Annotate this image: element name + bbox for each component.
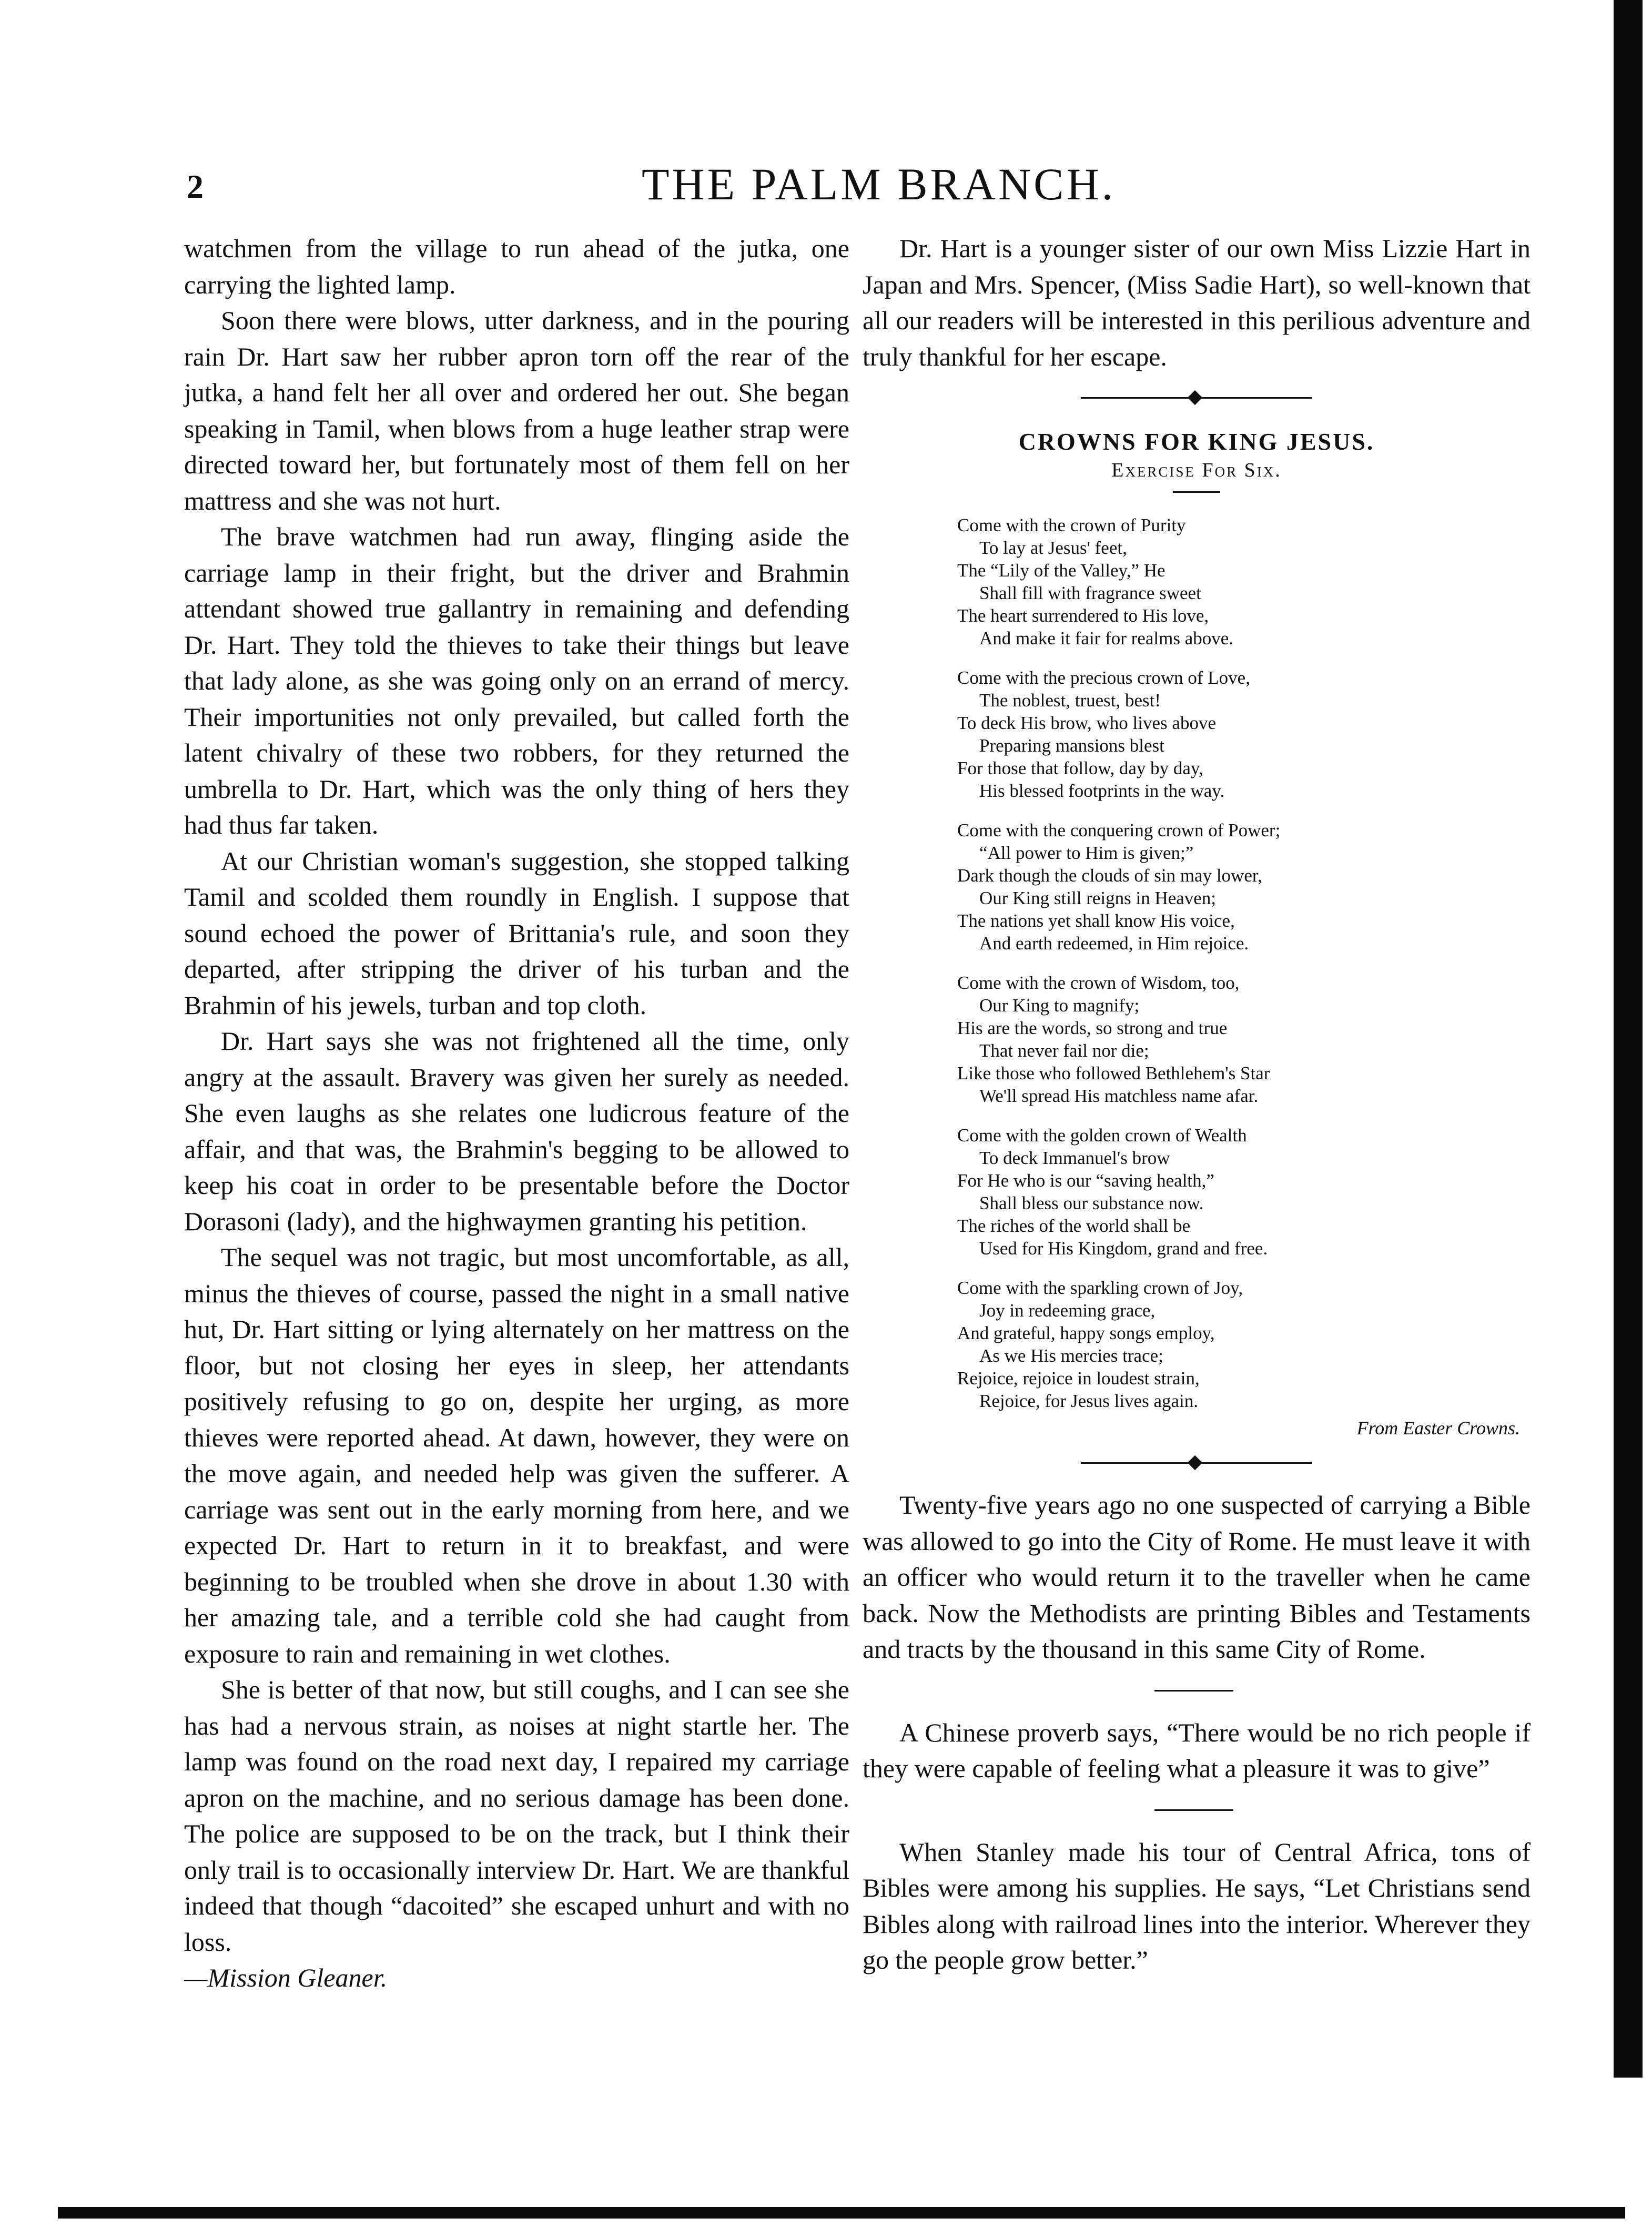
right-column — [863, 230, 1531, 1978]
poem-line: As we His mercies trace; — [979, 1345, 1163, 1366]
page-number: 2 — [187, 168, 204, 205]
poem-line: Joy in redeeming grace, — [979, 1300, 1156, 1321]
poem-line: His blessed footprints in the way. — [979, 781, 1225, 801]
poem-line: The heart surrendered to His love, — [957, 605, 1209, 626]
poem-attribution: From Easter Crowns. — [1356, 1417, 1520, 1439]
poem-line: To deck His brow, who lives above — [957, 713, 1216, 733]
poem-stanza — [957, 1124, 1531, 1260]
poem-line: And earth redeemed, in Him rejoice. — [979, 933, 1249, 954]
proverb-paragraph: A Chinese proverb says, “There would be no rich people if they were capable of feeling what a pleasure it was to give” — [863, 1717, 1531, 1783]
poem-line: The nations yet shall know His voice, — [957, 910, 1235, 931]
poem-line: We'll spread His matchless name afar. — [979, 1086, 1259, 1106]
poem-line: Come with the conquering crown of Power; — [957, 820, 1281, 840]
section-divider — [863, 1787, 1531, 1834]
poem-line: Rejoice, for Jesus lives again. — [979, 1391, 1199, 1411]
poem-title: CROWNS FOR KING JESUS. — [1018, 428, 1375, 455]
poem-line: And grateful, happy songs employ, — [957, 1323, 1215, 1343]
poem-stanza — [957, 819, 1531, 955]
poem-line: Come with the golden crown of Wealth — [957, 1125, 1247, 1146]
poem-line: The riches of the world shall be — [957, 1216, 1191, 1236]
poem-body — [957, 514, 1531, 1412]
poem-line: Rejoice, rejoice in loudest strain, — [957, 1368, 1200, 1389]
left-signature: —Mission Gleaner. — [184, 1963, 388, 1992]
section-divider — [863, 1440, 1531, 1487]
poem-subtitle: Exercise For Six. — [1111, 459, 1282, 481]
divider-ornament — [1188, 390, 1202, 405]
poem-line: The noblest, truest, best! — [979, 690, 1161, 711]
left-paragraph: watchmen from the village to run ahead of the jutka, one carrying the lighted lamp. — [184, 234, 849, 299]
poem-line: His are the words, so strong and true — [957, 1018, 1228, 1038]
poem-title-rule — [1173, 491, 1220, 493]
divider-line — [1154, 1690, 1233, 1692]
left-paragraph: Soon there were blows, utter darkness, and in the pouring rain Dr. Hart saw her rubber apron torn off the rear of the jutka, a hand felt her all over and ordered her out. She began speaking in Tamil, when blows from a huge leather strap were directed toward her, but fortunately most of them fell on her mattress and she was not hurt. — [184, 306, 849, 515]
poem-stanza — [957, 971, 1531, 1107]
section-divider — [863, 374, 1531, 422]
poem-stanza — [957, 666, 1531, 802]
poem-stanza — [957, 514, 1531, 650]
poem-line: Shall bless our substance now. — [979, 1193, 1204, 1213]
intro-paragraph: Dr. Hart is a younger sister of our own Miss Lizzie Hart in Japan and Mrs. Spencer, (Miss Sadie Hart), so well-known that all our readers will be interested in this perilious adventure and truly thankful for her escape. — [863, 234, 1531, 371]
rome-paragraph: Twenty-five years ago no one suspected of carrying a Bible was allowed to go into the City of Rome. He must leave it with an officer who would return it to the traveller when he came back. Now the Methodists are printing Bibles and Testaments and tracts by the thousand in this same City of Rome. — [863, 1490, 1531, 1664]
left-paragraph: The sequel was not tragic, but most uncomfortable, as all, minus the thieves of course, passed the night in a small native hut, Dr. Hart sitting or lying alternately on her mattress on the floor, but not closing her eyes in sleep, her attendants positively refusing to go on, despite her urging, as more thieves were reported ahead. At dawn, however, they were on the move again, and needed help was given the sufferer. A carriage was sent out in the early morning from here, and we expected Dr. Hart to return in it to breakfast, and were beginning to be troubled when she drove in about 1.30 with her amazing tale, and a terrible cold she had caught from exposure to rain and remaining in wet clothes. — [184, 1242, 849, 1668]
divider-ornament — [1188, 1455, 1202, 1470]
right-edge-rule — [1614, 0, 1643, 2078]
poem-stanza — [957, 1277, 1531, 1412]
poem-line: And make it fair for realms above. — [979, 628, 1234, 649]
poem-line: To deck Immanuel's brow — [979, 1148, 1170, 1168]
poem-line: Shall fill with fragrance sweet — [979, 583, 1201, 603]
poem-line: To lay at Jesus' feet, — [979, 538, 1127, 558]
left-paragraph: She is better of that now, but still coughs, and I can see she has had a nervous strain, as noises at night startle her. The lamp was found on the road next day, I repaired my carriage apron on the machine, and no serious damage has been done. The police are supposed to be on the track, but I think their only trail is to occasionally interview Dr. Hart. We are thankful indeed that though “dacoited” she escaped unhurt and with no loss. — [184, 1675, 849, 1957]
left-column — [184, 230, 849, 1996]
poem-line: Dark though the clouds of sin may lower, — [957, 865, 1262, 886]
poem-line: The “Lily of the Valley,” He — [957, 560, 1165, 581]
poem-line: Our King to magnify; — [979, 995, 1140, 1016]
bottom-edge-rule — [58, 2207, 1625, 2219]
poem-line: For those that follow, day by day, — [957, 758, 1203, 778]
poem-line: Our King still reigns in Heaven; — [979, 888, 1217, 908]
divider-line — [1154, 1809, 1233, 1811]
left-paragraph: The brave watchmen had run away, flinging aside the carriage lamp in their fright, but the driver and Brahmin attendant showed true gallantry in remaining and defending Dr. Hart. They told the thieves to take their things but leave that lady alone, as she was going only on an errand of mercy. Their importunities not only prevailed, but called forth the latent chivalry of these two robbers, for they returned the umbrella to Dr. Hart, which was the only thing of hers they had thus far taken. — [184, 522, 849, 839]
stanley-paragraph: When Stanley made his tour of Central Africa, tons of Bibles were among his supplies. He says, “Let Christians send Bibles along with railroad lines into the interior. Wherever they go the people grow better.” — [863, 1837, 1531, 1974]
poem-line: Come with the crown of Wisdom, too, — [957, 973, 1240, 993]
poem-line: Used for His Kingdom, grand and free. — [979, 1238, 1268, 1259]
section-divider — [863, 1667, 1531, 1715]
poem-line: “All power to Him is given;” — [979, 843, 1194, 863]
poem-line: Come with the crown of Purity — [957, 515, 1186, 535]
poem-line: Come with the precious crown of Love, — [957, 667, 1250, 688]
poem-line: Come with the sparkling crown of Joy, — [957, 1278, 1243, 1298]
left-paragraph: Dr. Hart says she was not frightened all the time, only angry at the assault. Bravery was given her surely as needed. She even laughs as she relates one ludicrous feature of the affair, and that was, the Brahmin's begging to be allowed to keep his coat in order to be presentable before the Doctor Dorasoni (lady), and the highwaymen granting his petition. — [184, 1026, 849, 1236]
page-title: THE PALM BRANCH. — [642, 159, 1116, 209]
poem-line: For He who is our “saving health,” — [957, 1170, 1214, 1191]
poem-line: That never fail nor die; — [979, 1040, 1149, 1061]
poem-line: Preparing mansions blest — [979, 735, 1164, 756]
left-paragraph: At our Christian woman's suggestion, she stopped talking Tamil and scolded them roundly in English. I suppose that sound echoed the power of Brittania's rule, and soon they departed, after stripping the driver of his turban and the Brahmin of his jewels, turban and top cloth. — [184, 846, 849, 1020]
poem-line: Like those who followed Bethlehem's Star — [957, 1063, 1270, 1083]
